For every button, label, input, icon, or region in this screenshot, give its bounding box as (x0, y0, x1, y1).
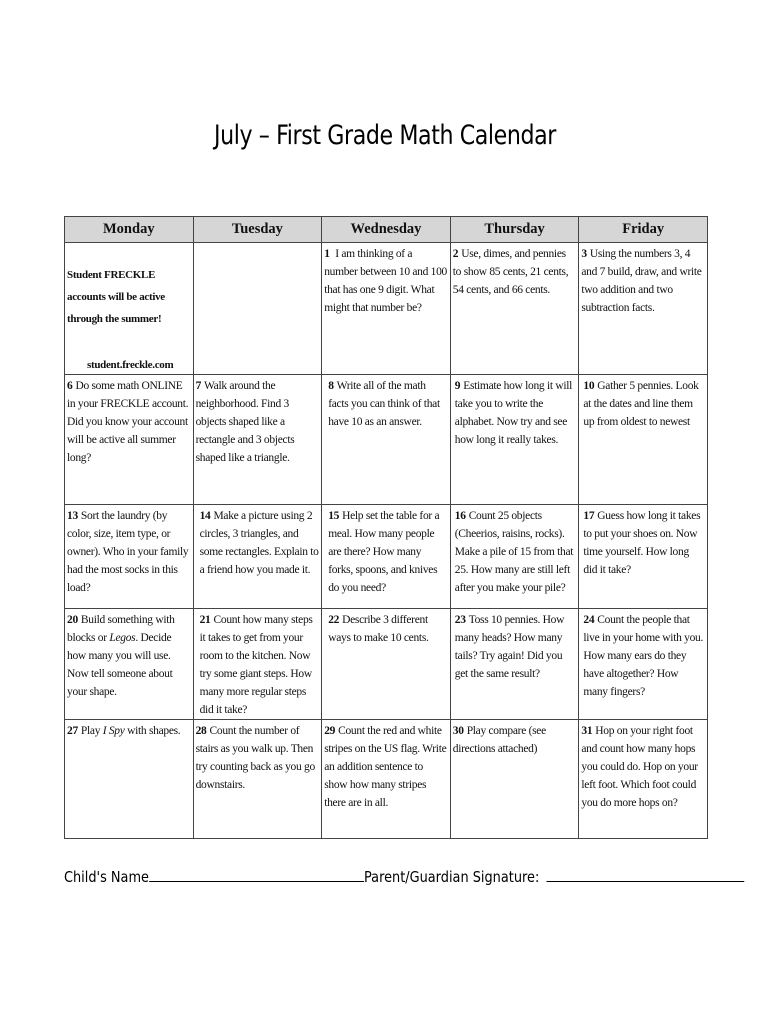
day-activity: Sort the laundry (by color, size, item type, or owner). Who in your family had the most socks in this load? (67, 510, 189, 594)
weekday-header-row (65, 217, 708, 243)
cell-day-31 (579, 720, 708, 839)
day-activity: Describe 3 different ways to make 10 cents. (328, 614, 429, 644)
day-number: 27 (67, 725, 78, 737)
day-activity: with shapes. (124, 725, 181, 737)
day-number: 7 (195, 380, 202, 392)
day-activity: Do some math ONLINE in your FRECKLE account. Did you know your account will be active all summer long? (67, 380, 189, 464)
day-number: 13 (67, 510, 78, 522)
day-activity: Play compare (see directions attached) (452, 725, 546, 755)
day-activity: Walk around the neighborhood. Find 3 objects shaped like a rectangle and 3 objects shaped like a triangle. (195, 380, 295, 464)
week-row-5 (65, 720, 708, 839)
day-activity: Hop on your right foot and count how many hops you could do. Hop on your left foot. Which foot could you do more hops on? (581, 725, 698, 809)
day-number: 17 (583, 510, 595, 522)
child-name-line[interactable] (149, 869, 364, 882)
page-title: July – First Grade Math Calendar (214, 120, 556, 151)
day-number: 3 (581, 248, 587, 260)
day-number: 31 (581, 725, 593, 737)
cell-day-16 (450, 505, 579, 609)
day-activity: Use, dimes, and pennies to show 85 cents, 21 cents, 54 cents, and 66 cents. (452, 248, 569, 296)
week-row-3 (65, 505, 708, 609)
day-number: 20 (67, 614, 78, 626)
cell-day-2 (450, 243, 579, 375)
week-row-4 (65, 609, 708, 720)
day-number: 30 (452, 725, 464, 737)
cell-day-7 (193, 375, 322, 505)
child-name-label: Child's Name (64, 868, 149, 886)
week-row-1 (65, 243, 708, 375)
day-activity: Build something with blocks or (67, 614, 175, 644)
freckle-note: Student FRECKLE accounts will be active through the summer! (67, 269, 165, 325)
day-activity: . Decide how many you will use. Now tell someone about your shape. (67, 632, 173, 698)
day-activity-emphasis: I Spy (102, 725, 125, 737)
day-activity: Count how many steps it takes to get from your room to the kitchen. Now try some giant steps. How many more regular steps did it take? (199, 614, 313, 716)
day-number: 21 (199, 614, 211, 626)
day-activity: Count the people that live in your home with you. How many ears do they have altogether? How many fingers? (583, 614, 704, 698)
day-number: 2 (452, 248, 459, 260)
cell-day-22 (322, 609, 451, 720)
day-activity: Estimate how long it will take you to write the alphabet. Now try and see how long it really takes. (454, 380, 573, 446)
day-activity: Write all of the math facts you can think of that have 10 as an answer. (328, 380, 440, 428)
day-activity: Help set the table for a meal. How many people are there? How many forks, spoons, and knives do you need? (328, 510, 440, 594)
cell-day-17 (579, 505, 708, 609)
cell-day-27 (65, 720, 194, 839)
day-activity: Gather 5 pennies. Look at the dates and line them up from oldest to newest (583, 380, 699, 428)
day-activity: Make a picture using 2 circles, 3 triangles, and some rectangles. Explain to a friend how you made it. (199, 510, 319, 576)
day-activity: Using the numbers 3, 4 and 7 build, draw, and write two addition and two subtraction facts. (581, 248, 702, 314)
week-row-2 (65, 375, 708, 505)
cell-day-8 (322, 375, 451, 505)
day-activity: Count the number of stairs as you walk up. Then try counting back as you go downstairs. (195, 725, 315, 791)
day-activity: Play (80, 725, 103, 737)
cell-tue-week1 (193, 243, 322, 375)
day-activity: Toss 10 pennies. How many heads? How many tails? Try again! Did you get the same result? (454, 614, 565, 680)
day-number: 15 (328, 510, 340, 522)
cell-day-3 (579, 243, 708, 375)
cell-day-9 (450, 375, 579, 505)
cell-day-1 (322, 243, 451, 375)
header-friday: Friday (579, 217, 708, 243)
cell-day-23 (450, 609, 579, 720)
day-activity: Guess how long it takes to put your shoes on. Now time yourself. How long did it take? (583, 510, 701, 576)
day-number: 29 (324, 725, 336, 737)
day-number: 1 (324, 248, 330, 260)
parent-signature-label: Parent/Guardian Signature: (363, 868, 540, 886)
header-thursday: Thursday (450, 217, 579, 243)
day-number: 6 (67, 380, 73, 392)
day-activity: Count the red and white stripes on the US flag. Write an addition sentence to show how many stripes there are in all. (324, 725, 447, 809)
signature-footer (64, 868, 666, 886)
day-activity: I am thinking of a number between 10 and 100 that has one 9 digit. What might that number be? (324, 248, 447, 314)
cell-day-15 (322, 505, 451, 609)
day-number: 10 (583, 380, 595, 392)
header-monday: Monday (65, 217, 194, 243)
day-number: 24 (583, 614, 595, 626)
day-number: 23 (454, 614, 466, 626)
cell-day-28 (193, 720, 322, 839)
day-number: 9 (454, 380, 461, 392)
cell-day-14 (193, 505, 322, 609)
cell-day-20 (65, 609, 194, 720)
cell-day-24 (579, 609, 708, 720)
cell-day-13 (65, 505, 194, 609)
day-number: 16 (454, 510, 466, 522)
calendar-table (64, 216, 708, 839)
day-activity: Count 25 objects (Cheerios, raisins, rocks). Make a pile of 15 from that 25. How many are still left after you make your pile? (454, 510, 574, 594)
day-number: 22 (328, 614, 340, 626)
cell-mon-week1 (65, 243, 194, 375)
parent-signature-line[interactable] (546, 869, 744, 882)
day-activity-emphasis: Legos (109, 632, 136, 644)
freckle-url: student.freckle.com (87, 359, 174, 371)
header-wednesday: Wednesday (322, 217, 451, 243)
day-number: 14 (199, 510, 211, 522)
header-tuesday: Tuesday (193, 217, 322, 243)
cell-day-21 (193, 609, 322, 720)
cell-day-29 (322, 720, 451, 839)
day-number: 8 (328, 380, 334, 392)
cell-day-6 (65, 375, 194, 505)
day-number: 28 (195, 725, 207, 737)
cell-day-10 (579, 375, 708, 505)
cell-day-30 (450, 720, 579, 839)
